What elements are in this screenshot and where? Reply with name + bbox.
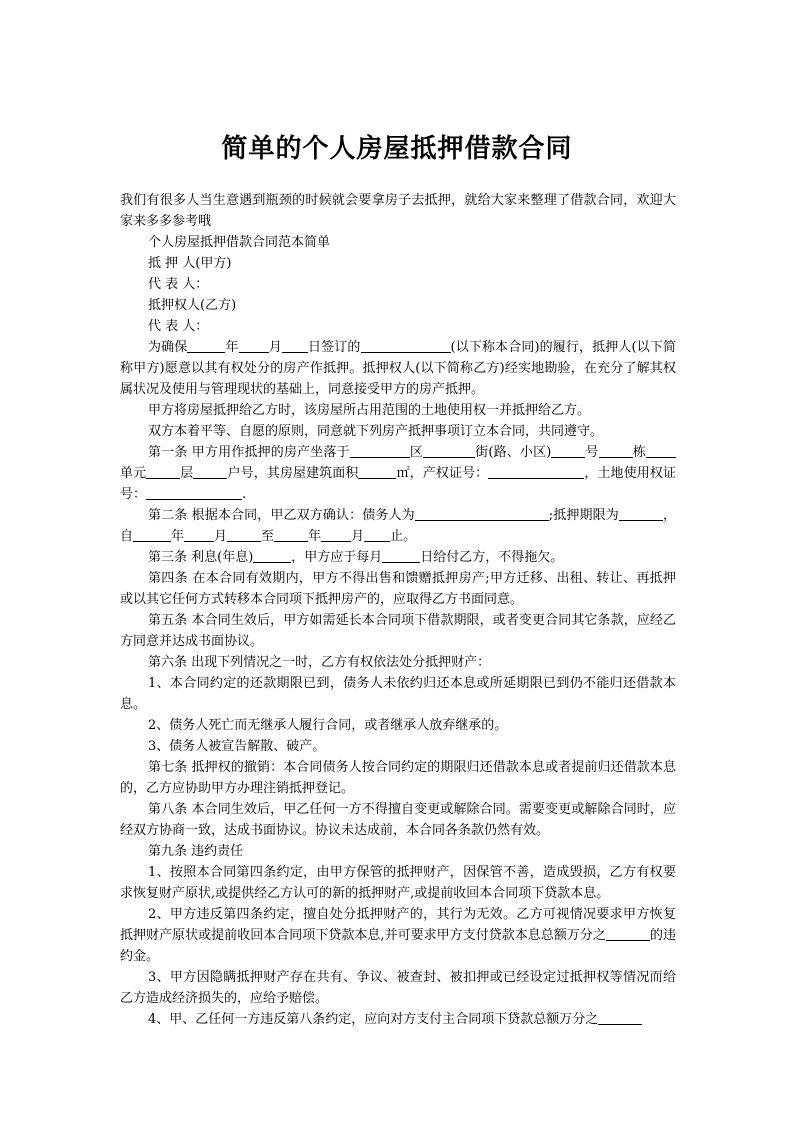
blank-field xyxy=(423,443,475,458)
representative-line-1: 代 表 人： xyxy=(148,277,209,292)
blank-field xyxy=(193,464,227,479)
article-9-item-2: 2、甲方违反第四条约定，擅自处分抵押财产的，其行为无效。乙方可视情况要求甲方恢复抵押财产原状或提前收回本合同项下贷款本息,并可要求甲方支付贷款本息总额万分之 的违约金。 xyxy=(120,907,676,964)
article-9: 第九条 违约责任 xyxy=(148,844,244,859)
blank-field xyxy=(146,464,180,479)
blank-field xyxy=(227,527,261,542)
article-6-item-3: 3、债务人被宣告解散、破产。 xyxy=(148,739,326,754)
blank-field xyxy=(239,338,269,353)
paragraph-1: 为确保 年 月 日签订的 (以下称本合同)的履行，抵押人(以下简称甲方)愿意以其有权处分的房产作抵押。抵押权人(以下简称乙方)经实地勘验，在充分了解其权属状况及使用与管理现状的基础上，同意接受甲方的房产抵押。 xyxy=(120,340,676,397)
subtitle: 个人房屋抵押借款合同范本简单 xyxy=(148,235,331,250)
blank-field xyxy=(187,338,225,353)
blank-field xyxy=(321,527,351,542)
article-2: 第二条 根据本合同，甲乙双方确认：债务人为 ;抵押期限为 ，自 年 月 至 年 月 止。 xyxy=(120,508,676,544)
article-1: 第一条 甲方用作抵押的房产坐落于 区 街(路、小区) 号 栋单元 层 户号，其房屋建筑面积 ㎡，产权证号： ，土地使用权证号： . xyxy=(120,445,676,502)
blank-field xyxy=(488,464,584,479)
document-body xyxy=(120,190,676,1030)
article-9-item-1: 1、按照本合同第四条约定，由甲方保管的抵押财产，因保管不善，造成毁损，乙方有权要求恢复财产原状,或提供经乙方认可的新的抵押财产,或提前收回本合同项下贷款本息。 xyxy=(120,865,676,901)
blank-field xyxy=(253,548,291,563)
article-6-item-2: 2、债务人死亡而无继承人履行合同，或者继承人放弃继承的。 xyxy=(148,718,508,733)
blank-field xyxy=(364,527,390,542)
blank-field xyxy=(415,506,549,521)
article-4: 第四条 在本合同有效期内，甲方不得出售和馈赠抵押房产;甲方迁移、出租、转让、再抵押或以其它任何方式转移本合同项下抵押房产的，应取得乙方书面同意。 xyxy=(120,571,676,607)
article-8: 第八条 本合同生效后，甲乙任何一方不得擅自变更或解除合同。需要变更或解除合同时，应经双方协商一致，达成书面协议。协议未达成前，本合同各条款仍然有效。 xyxy=(120,802,676,838)
blank-field xyxy=(361,338,451,353)
paragraph-3: 双方本着平等、自愿的原则，同意就下列房产抵押事项订立本合同，共同遵守。 xyxy=(148,424,604,439)
article-9-item-4: 4、甲、乙任何一方违反第八条约定，应向对方支付主合同项下贷款总额万分之 xyxy=(120,1009,676,1030)
document-title: 简单的个人房屋抵押借款合同 xyxy=(221,134,573,164)
blank-field xyxy=(598,1010,642,1025)
mortgagor-line: 抵 押 人(甲方) xyxy=(148,256,232,271)
article-5: 第五条 本合同生效后，甲方如需延长本合同项下借款期限，或者变更合同其它条款，应经乙方同意并达成书面协议。 xyxy=(120,613,676,649)
article-6: 第六条 出现下列情况之一时，乙方有权依法处分抵押财产： xyxy=(148,655,491,670)
blank-field xyxy=(619,506,663,521)
blank-field xyxy=(146,485,242,500)
blank-field xyxy=(358,464,396,479)
blank-field xyxy=(274,527,308,542)
blank-field xyxy=(184,527,214,542)
blank-field xyxy=(646,443,676,458)
article-9-item-3: 3、甲方因隐瞒抵押财产存在共有、争议、被查封、被扣押或已经设定过抵押权等情况而给乙方造成经济损失的，应给予赔偿。 xyxy=(120,970,676,1006)
blank-field xyxy=(282,338,308,353)
article-7: 第七条 抵押权的撤销：本合同债务人按合同约定的期限归还借款本息或者提前归还借款本息的，乙方应协助甲方办理注销抵押登记。 xyxy=(120,760,676,796)
blank-field xyxy=(382,548,420,563)
article-3: 第三条 利息(年息) ，甲方应于每月 日给付乙方，不得拖欠。 xyxy=(148,550,564,565)
blank-field xyxy=(133,527,171,542)
blank-field xyxy=(599,443,633,458)
paragraph-2: 甲方将房屋抵押给乙方时，该房屋所占用范围的土地使用权一并抵押给乙方。 xyxy=(148,403,591,418)
representative-line-2: 代 表 人： xyxy=(148,319,209,334)
blank-field xyxy=(551,443,585,458)
intro-paragraph: 我们有很多人当生意遇到瓶颈的时候就会要拿房子去抵押，就给大家来整理了借款合同，欢迎大家来多多参考哦 xyxy=(120,193,676,229)
article-6-item-1: 1、本合同约定的还款期限已到，债务人未依约归还本息或所延期限已到仍不能归还借款本息。 xyxy=(120,676,676,712)
mortgagee-line: 抵押权人(乙方) xyxy=(148,298,237,313)
blank-field xyxy=(606,926,650,941)
blank-field xyxy=(350,443,410,458)
